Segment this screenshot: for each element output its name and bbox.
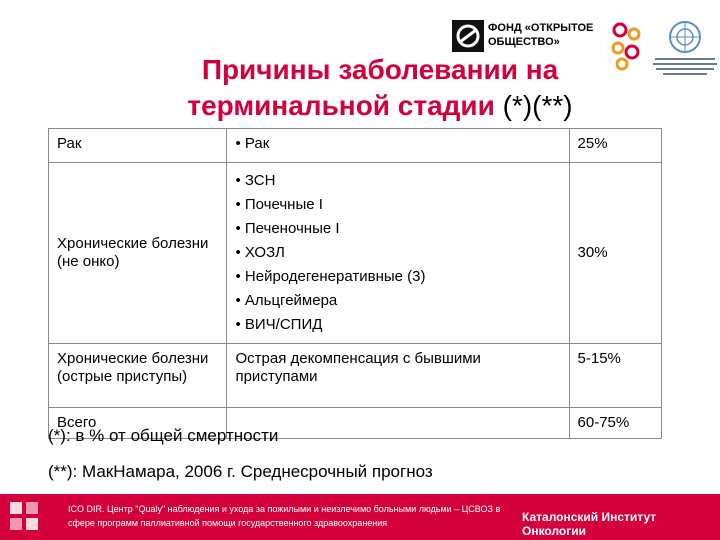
table-cell-share: 25% xyxy=(569,129,661,163)
table-cell-share: 30% xyxy=(569,163,661,344)
table-cell-share: 60-75% xyxy=(569,408,661,439)
table-row xyxy=(49,344,662,408)
table-cell-conditions xyxy=(227,163,569,344)
open-society-logo-icon xyxy=(452,20,484,52)
footnote-mortality: (*): в % от общей смертности xyxy=(48,426,279,445)
footnotes xyxy=(48,426,433,498)
un-logo xyxy=(652,20,718,80)
page-title xyxy=(130,52,630,124)
open-society-logo-text: ФОНД «ОТКРЫТОЕ ОБЩЕСТВО» xyxy=(488,22,594,48)
list-item: • Рак xyxy=(235,132,560,156)
table-row xyxy=(49,163,662,344)
table-cell-conditions xyxy=(227,129,569,163)
table-row xyxy=(49,129,662,163)
list-item: • Нейродегенеративные (3) xyxy=(235,265,560,289)
page-title-suffix: (*)(**) xyxy=(502,90,573,121)
footer-text: ICO DIR. Центр "Qualy" наблюдения и ухода за пожилыми и неизлечимо больными людьми – ЦСВОЗ в сфере программ паллиативной помощи государственного здравоохранения xyxy=(68,504,501,528)
causes-table xyxy=(48,128,662,439)
page-title-main: Причины заболевании на терминальной стадии xyxy=(187,54,559,121)
list-item: • ЗСН xyxy=(235,169,560,193)
table-cell-category: Рак xyxy=(49,129,227,163)
list-item: • Печеночные I xyxy=(235,217,560,241)
open-society-logo xyxy=(452,20,602,54)
list-item: • Почечные I xyxy=(235,193,560,217)
table-cell-category: Хронические болезни (не онко) xyxy=(49,163,227,344)
table-cell-category: Хронические болезни (острые приступы) xyxy=(49,344,227,408)
list-item: • ХОЗЛ xyxy=(235,241,560,265)
footer-institute: Каталонский Институт Онкологии xyxy=(522,510,657,538)
table-cell-category: Всего xyxy=(49,408,227,439)
un-logo-caption-lines xyxy=(652,58,718,78)
list-item: • Альцгеймера xyxy=(235,289,560,313)
ico-logo-icon xyxy=(10,502,54,532)
footer-bar xyxy=(0,494,720,540)
un-emblem-icon xyxy=(668,20,702,54)
table-cell-share: 5-15% xyxy=(569,344,661,408)
footnote-source: (**): МакНамара, 2006 г. Среднесрочный прогноз xyxy=(48,462,433,481)
list-item: • ВИЧ/СПИД xyxy=(235,313,560,337)
table-cell-conditions: Острая декомпенсация с бывшими приступами xyxy=(227,344,569,408)
